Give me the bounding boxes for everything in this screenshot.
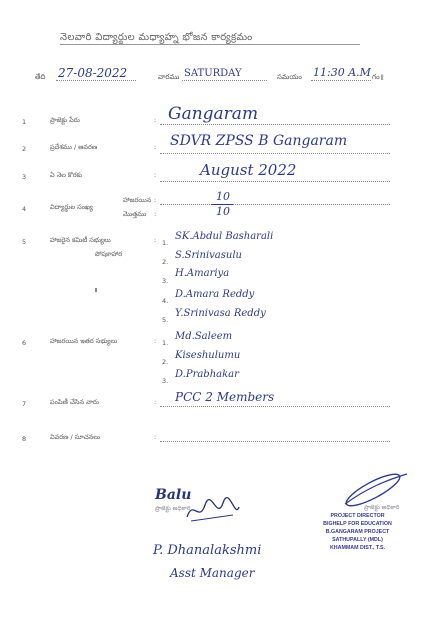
committee-num: 3. xyxy=(162,277,169,285)
date-label: తేది xyxy=(35,73,46,81)
committee-num: 5. xyxy=(162,316,169,324)
date-value: 27-08-2022 xyxy=(58,66,128,80)
signature-initials: Balu xyxy=(155,487,192,503)
signatory-designation: Asst Manager xyxy=(170,566,255,580)
row-7-label: పంపిణీ చేసిన వారు xyxy=(50,398,100,406)
row-8-num: 8 xyxy=(22,435,27,443)
other-num: 2. xyxy=(162,358,169,366)
title-underline xyxy=(60,44,360,45)
signatory-name: P. Dhanalakshmi xyxy=(153,543,262,558)
other-num: 1. xyxy=(162,339,169,347)
committee-num: 1. xyxy=(162,239,169,247)
row-3-value: August 2022 xyxy=(200,161,297,179)
row-4-sub-present: హాజరయిన xyxy=(123,196,152,204)
committee-member: D.Amara Reddy xyxy=(175,289,255,300)
seal-ghost-text: ప్రాజెక్టు అధికారి xyxy=(364,504,400,511)
row-6-label: హాజరయిన ఇతర సభ్యులు xyxy=(50,337,118,345)
row-1-value: Gangaram xyxy=(168,104,259,124)
day-value: SATURDAY xyxy=(184,68,242,79)
row-8-label: వివరణ / సూచనలు xyxy=(50,433,101,441)
seal-line: SATHUPALLY (MDL) xyxy=(332,537,383,543)
other-num: 3. xyxy=(162,377,169,385)
signature-scribble-icon xyxy=(183,495,243,525)
other-member: Md.Saleem xyxy=(175,331,233,342)
row-7-value: PCC 2 Members xyxy=(175,390,275,404)
page-title: నెలవారి విద్యార్థుల మధ్యాహ్న భోజన కార్యక్రమం xyxy=(60,32,253,43)
committee-member: H.Amariya xyxy=(175,268,230,279)
committee-member: S.Srinivasulu xyxy=(175,250,242,261)
row-2-num: 2 xyxy=(22,145,27,153)
row-1-num: 1 xyxy=(22,118,27,126)
other-member: Kiseshulumu xyxy=(175,350,241,361)
other-member: D.Prabhakar xyxy=(175,369,239,380)
row-6-num: 6 xyxy=(22,339,27,347)
committee-member: Y.Srinivasa Reddy xyxy=(175,308,266,319)
committee-num: 4. xyxy=(162,297,169,305)
margin-mark xyxy=(95,288,97,292)
seal-line: PROJECT DIRECTOR xyxy=(330,513,385,519)
students-present: 10 xyxy=(216,190,230,203)
row-2-value: SDVR ZPSS B Gangaram xyxy=(170,133,348,149)
time-value: 11:30 A.M xyxy=(313,66,371,79)
seal-line: BIGHELP FOR EDUCATION xyxy=(323,521,392,527)
row-4-label: విద్యార్థుల సంఖ్య xyxy=(50,203,93,211)
day-label: వారము xyxy=(158,73,180,81)
seal-line: KHAMMAM DIST., T.S. xyxy=(329,545,386,551)
row-7-num: 7 xyxy=(22,400,27,408)
stamp-ghost-text: ప్రాజెక్టు అధికారి xyxy=(155,505,191,512)
students-total: 10 xyxy=(216,205,230,218)
row-4-num: 4 xyxy=(22,205,27,213)
row-3-label: ఏ నెల కొరకు xyxy=(50,171,83,179)
row-4-sub-total: మొత్తము xyxy=(123,210,147,218)
committee-member: SK.Abdul Basharali xyxy=(175,231,274,242)
row-2-label: ప్రదేశము / ఆవరణ xyxy=(50,143,98,151)
row-5-sub: పోషకాహార xyxy=(95,250,123,258)
row-5-label: హాజరైన కమిటీ సభ్యులు xyxy=(50,236,111,244)
time-label: సమయం xyxy=(277,73,302,81)
row-3-num: 3 xyxy=(22,173,27,181)
seal-line: B.GANGARAM PROJECT xyxy=(325,529,390,535)
time-suffix: గం॥ xyxy=(372,73,384,81)
committee-num: 2. xyxy=(162,258,169,266)
row-5-num: 5 xyxy=(22,238,27,246)
row-1-label: ప్రాజెక్టు పేరు xyxy=(50,116,80,124)
